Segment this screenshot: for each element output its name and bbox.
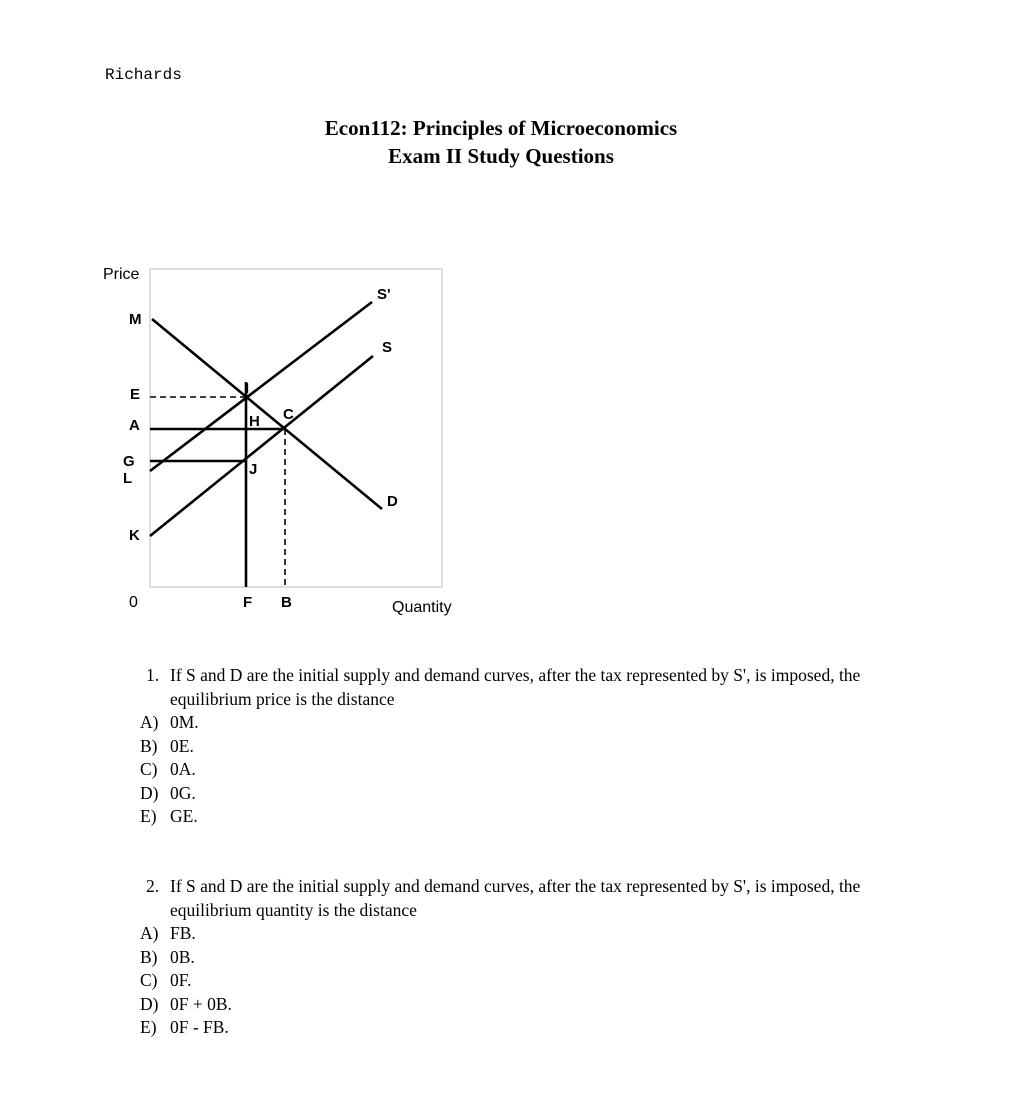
point-label-H: H [249,413,260,430]
option-letter: C) [140,970,158,990]
option-text: GE. [170,806,198,826]
answer-option [96,993,900,1017]
option-text: 0M. [170,712,199,732]
exam-subtitle: Exam II Study Questions [388,144,614,168]
option-letter: E) [140,1017,157,1037]
curve-label-s-prime: S' [377,286,391,303]
price-label-E: E [130,386,141,403]
answer-option [96,922,900,946]
question-number: 2. [146,876,160,896]
answer-option [96,805,900,829]
price-label-G: G [123,453,135,470]
price-label-K: K [129,527,140,544]
diagram-svg [95,255,475,625]
price-label-L: L [123,470,133,487]
option-text: 0E. [170,735,194,756]
option-letter: B) [140,946,158,967]
option-letter: A) [140,923,159,943]
option-letter: B) [140,735,158,756]
demand-curve [152,319,382,509]
option-text: 0A. [170,759,196,779]
option-letter: D) [140,993,159,1014]
price-label-A: A [129,417,140,434]
answer-option [96,782,900,806]
option-text: 0F. [170,970,192,990]
answer-option [96,946,900,970]
x-axis-label: Quantity [392,599,452,616]
author-name: Richards [105,66,182,84]
curve-label-d: D [387,493,398,510]
point-label-J: J [249,461,258,478]
option-letter: C) [140,759,158,779]
y-axis-label: Price [103,266,140,283]
option-text: FB. [170,923,196,943]
question-2-stem-block [96,875,900,922]
question-1 [96,664,900,829]
option-letter: A) [140,712,159,732]
answer-option [96,711,900,735]
quantity-label-F: F [243,594,253,611]
question-1-stem-block [96,664,900,711]
supply-demand-tax-diagram [95,255,475,625]
point-label-C: C [283,406,294,423]
quantity-label-B: B [281,594,292,611]
answer-option [96,758,900,782]
curve-label-s: S [382,339,393,356]
origin-label: 0 [129,594,138,611]
option-text: 0F - FB. [170,1017,229,1037]
option-text: 0B. [170,946,195,967]
question-2 [96,875,900,1040]
answer-option [96,969,900,993]
option-text: 0G. [170,782,196,803]
question-stem: If S and D are the initial supply and demand curves, after the tax represented by S', is imposed, the equilibrium price is the distance [170,665,861,709]
answer-option [96,1016,900,1040]
option-text: 0F + 0B. [170,993,232,1014]
option-letter: E) [140,806,157,826]
price-label-M: M [129,311,142,328]
question-stem: If S and D are the initial supply and demand curves, after the tax represented by S', is imposed, the equilibrium quantity is the distance [170,876,861,920]
course-title: Econ112: Principles of Microeconomics [324,116,678,140]
question-number: 1. [146,665,160,685]
point-label-I: I [245,380,250,397]
option-letter: D) [140,782,159,803]
answer-option [96,735,900,759]
